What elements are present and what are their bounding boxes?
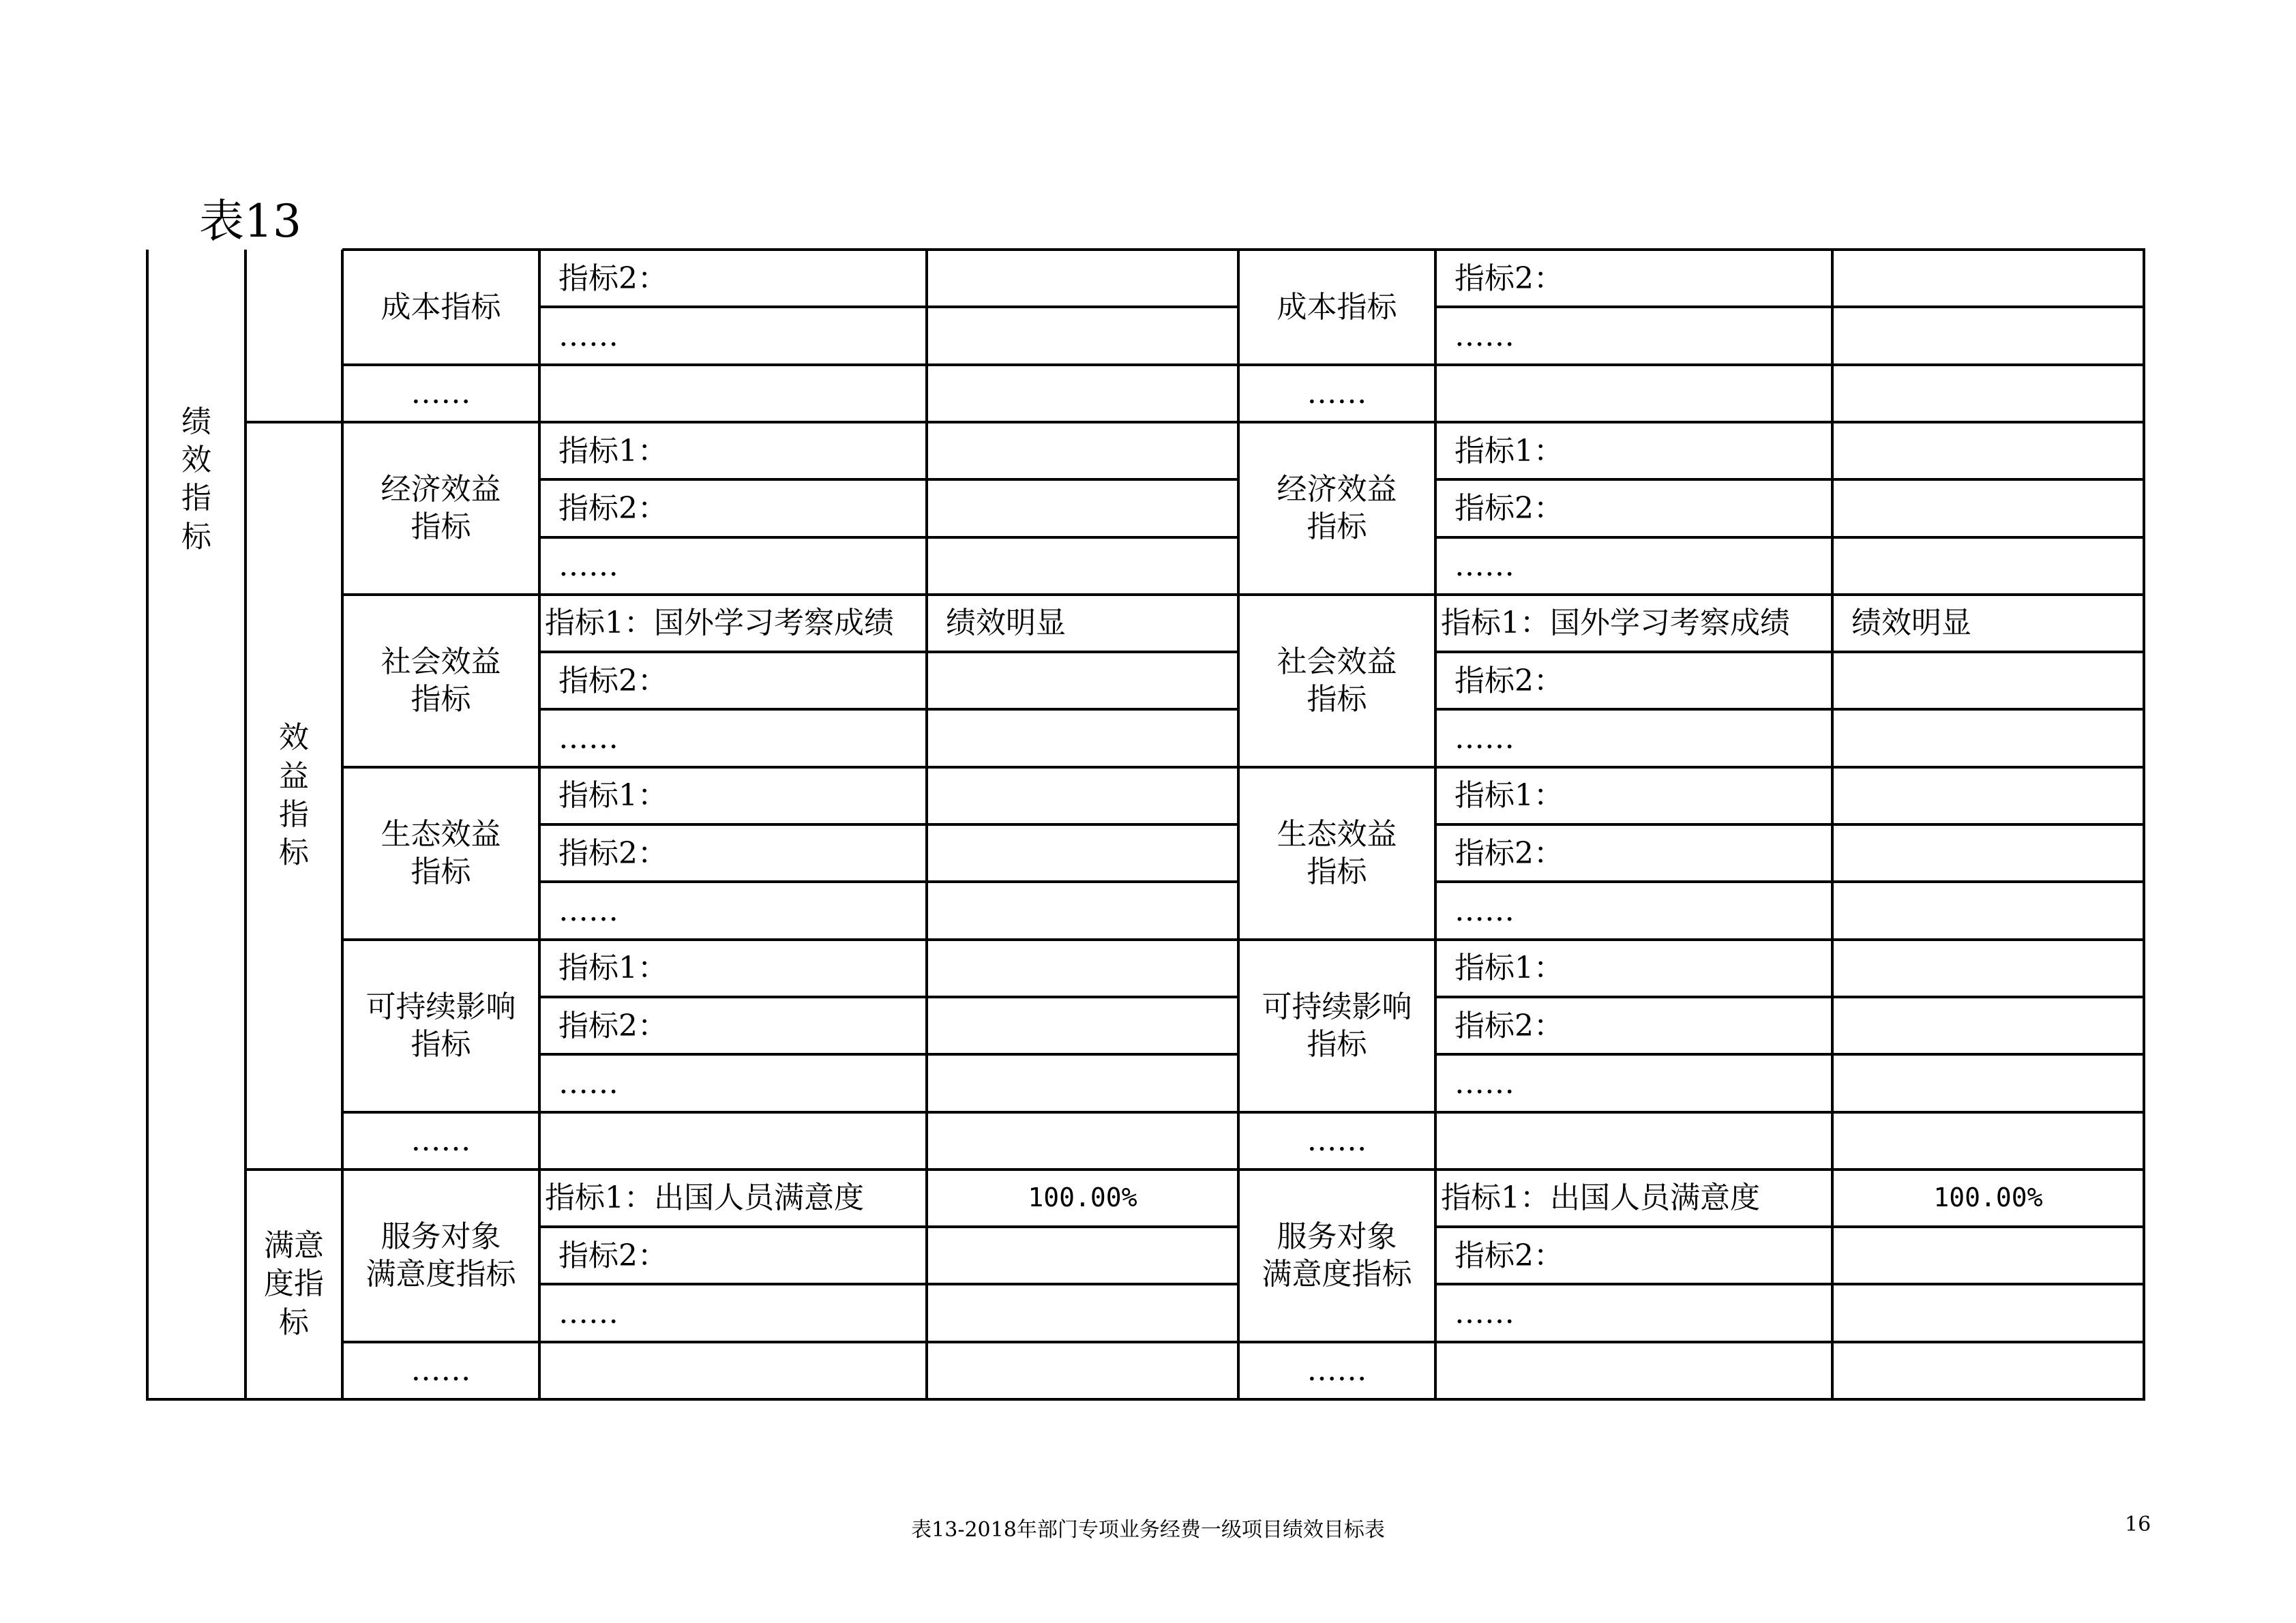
- indicator-value-b: 100.00%: [1933, 1182, 2043, 1213]
- category-label-level2: 效 益 指 标: [279, 720, 309, 871]
- indicator-value-a: [927, 1112, 1238, 1170]
- indicator-group-label: 生态效益 指标: [381, 817, 501, 890]
- indicator-value-b: [1832, 422, 2144, 479]
- indicator-value-b: [1832, 1284, 2144, 1341]
- indicator-value-a: 绩效明显: [946, 606, 1066, 641]
- indicator-value-a: [927, 1284, 1238, 1341]
- indicator-value-b: [1832, 1112, 2144, 1170]
- indicator-value-b: [1832, 824, 2144, 882]
- indicator-value-a: [927, 365, 1238, 422]
- indicator-value-b: [1832, 1227, 2144, 1284]
- indicator-name-b: [1435, 1112, 1832, 1170]
- indicator-name-a: [539, 1112, 927, 1170]
- indicator-value-a: [927, 709, 1238, 766]
- indicator-name-b: 指标2：: [1455, 1238, 1564, 1273]
- indicator-value-a: [927, 652, 1238, 709]
- indicator-value-a: [927, 997, 1238, 1054]
- indicator-name-b: [1435, 365, 1832, 422]
- indicator-value-a: [927, 882, 1238, 939]
- indicator-value-a: [927, 1054, 1238, 1112]
- page-number: 16: [2125, 1513, 2151, 1536]
- indicator-name-a: 指标1：: [558, 778, 668, 814]
- indicator-name-b: ……: [1455, 318, 1515, 353]
- indicator-name-a: 指标2：: [558, 260, 668, 296]
- indicator-group-label: 服务对象 满意度指标: [1262, 1219, 1412, 1292]
- indicator-name-b: ……: [1455, 1296, 1515, 1331]
- indicator-name-a: ……: [558, 1065, 618, 1101]
- indicator-value-b: [1832, 709, 2144, 766]
- indicator-value-b: [1832, 1342, 2144, 1399]
- indicator-group-label: 可持续影响 指标: [1262, 989, 1412, 1062]
- indicator-name-a: ……: [558, 1296, 618, 1331]
- indicator-value-a: 100.00%: [1028, 1182, 1137, 1213]
- document-title: 表13: [199, 195, 301, 248]
- indicator-value-b: [1832, 250, 2144, 307]
- indicator-group-label: ……: [1307, 376, 1367, 411]
- indicator-group-label: 服务对象 满意度指标: [366, 1219, 516, 1292]
- indicator-value-a: [927, 479, 1238, 537]
- indicator-group-label: ……: [411, 376, 471, 411]
- indicator-value-a: [927, 307, 1238, 364]
- indicator-group-label: ……: [411, 1123, 471, 1159]
- indicator-value-a: [927, 1227, 1238, 1284]
- indicator-name-a: 指标2：: [558, 835, 668, 871]
- indicator-group-label: 成本指标: [1277, 289, 1397, 325]
- category-label-level2: 满意 度指 标: [264, 1227, 324, 1340]
- indicator-name-b: 指标2：: [1455, 490, 1564, 526]
- indicator-value-b: [1832, 307, 2144, 364]
- indicator-value-b: [1832, 997, 2144, 1054]
- indicator-value-b: [1832, 537, 2144, 595]
- indicator-name-a: ……: [558, 318, 618, 353]
- indicator-name-b: ……: [1455, 893, 1515, 928]
- indicator-value-a: [927, 250, 1238, 307]
- category-label-level2: [245, 250, 342, 422]
- indicator-name-a: 指标1：: [558, 433, 668, 468]
- indicator-value-a: [927, 940, 1238, 997]
- indicator-group-label: 可持续影响 指标: [366, 989, 516, 1062]
- indicator-value-b: [1832, 940, 2144, 997]
- indicator-name-a: ……: [558, 548, 618, 584]
- indicator-value-b: [1832, 882, 2144, 939]
- indicator-value-a: [927, 537, 1238, 595]
- indicator-group-label: 经济效益 指标: [381, 472, 501, 545]
- indicator-name-a: 指标1：出国人员满意度: [545, 1180, 864, 1216]
- indicator-name-a: 指标1：: [558, 951, 668, 986]
- indicator-value-b: [1832, 652, 2144, 709]
- indicator-name-a: ……: [558, 893, 618, 928]
- indicator-value-b: [1832, 479, 2144, 537]
- indicator-name-a: [539, 365, 927, 422]
- indicator-name-b: ……: [1455, 721, 1515, 756]
- indicator-name-b: 指标2：: [1455, 663, 1564, 698]
- indicator-name-a: 指标2：: [558, 1238, 668, 1273]
- indicator-group-label: 社会效益 指标: [1277, 644, 1397, 717]
- indicator-group-label: 生态效益 指标: [1277, 817, 1397, 890]
- indicator-name-b: ……: [1455, 548, 1515, 584]
- indicator-name-a: 指标2：: [558, 663, 668, 698]
- indicator-group-label: ……: [1307, 1123, 1367, 1159]
- indicator-value-b: [1832, 1054, 2144, 1112]
- indicator-name-b: 指标1：国外学习考察成绩: [1441, 606, 1790, 641]
- indicator-name-b: 指标1：: [1455, 951, 1564, 986]
- indicator-name-a: 指标2：: [558, 490, 668, 526]
- indicator-group-label: 成本指标: [381, 289, 501, 325]
- indicator-name-b: 指标1：: [1455, 778, 1564, 814]
- indicator-group-label: ……: [1307, 1353, 1367, 1388]
- indicator-name-b: 指标2：: [1455, 1008, 1564, 1043]
- indicator-group-label: 经济效益 指标: [1277, 472, 1397, 545]
- indicator-name-b: 指标2：: [1455, 835, 1564, 871]
- indicator-name-b: [1435, 1342, 1832, 1399]
- indicator-name-b: 指标1：出国人员满意度: [1441, 1180, 1760, 1216]
- indicator-name-a: [539, 1342, 927, 1399]
- indicator-name-b: 指标1：: [1455, 433, 1564, 468]
- indicator-name-a: 指标2：: [558, 1008, 668, 1043]
- category-label-level1: 绩 效 指 标: [181, 404, 211, 554]
- indicator-value-a: [927, 824, 1238, 882]
- footer-caption: 表13-2018年部门专项业务经费一级项目绩效目标表: [911, 1518, 1385, 1542]
- indicator-name-b: 指标2：: [1455, 260, 1564, 296]
- indicator-value-a: [927, 767, 1238, 824]
- indicator-group-label: ……: [411, 1353, 471, 1388]
- indicator-value-a: [927, 422, 1238, 479]
- indicator-value-b: [1832, 767, 2144, 824]
- indicator-value-a: [927, 1342, 1238, 1399]
- indicator-name-b: ……: [1455, 1065, 1515, 1101]
- indicator-name-a: ……: [558, 721, 618, 756]
- indicator-value-b: [1832, 365, 2144, 422]
- indicator-group-label: 社会效益 指标: [381, 644, 501, 717]
- indicator-value-b: 绩效明显: [1851, 606, 1971, 641]
- indicator-name-a: 指标1：国外学习考察成绩: [545, 606, 894, 641]
